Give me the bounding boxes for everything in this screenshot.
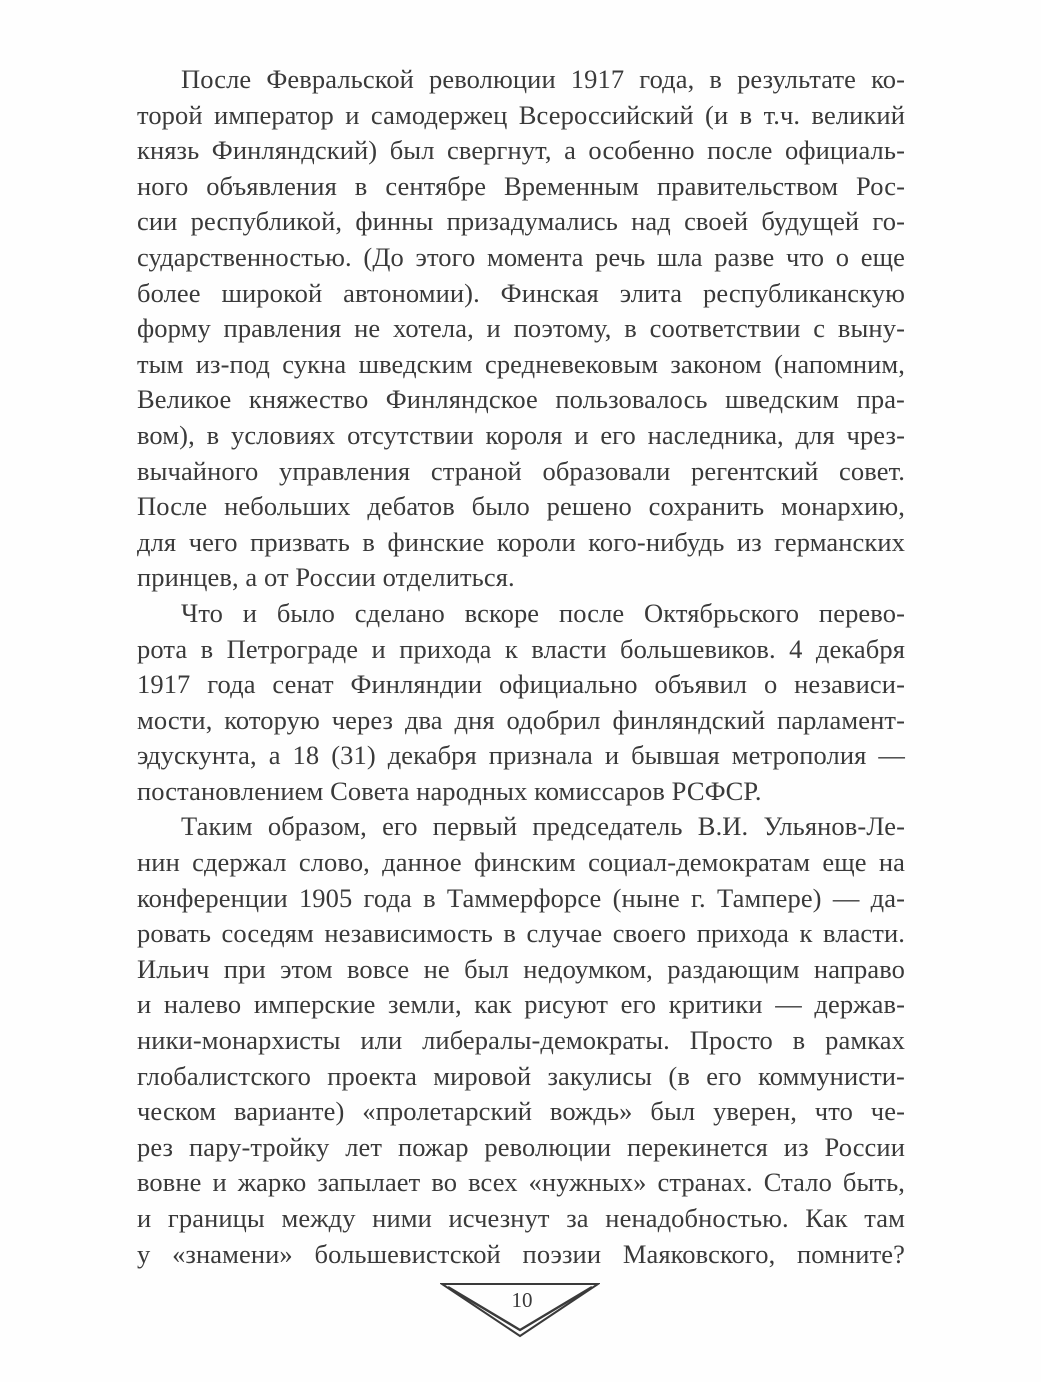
paragraph-3-line: вовне и жарко запылает во всех «нужных» странах. Стало быть,	[137, 1167, 905, 1198]
paragraph-3-line: конференции 1905 года в Таммерфорсе (ныне г. Тампере) — да-	[137, 882, 905, 913]
paragraph-3-line: рез пару-тройку лет пожар революции перекинется из России	[137, 1131, 905, 1162]
paragraph-2-line: Что и было сделано вскоре после Октябрьского перево-	[181, 597, 905, 628]
paragraph-1-line: Великое княжество Финляндское пользовалось шведским пра-	[137, 384, 905, 415]
paragraph-2-line: мости, которую через два дня одобрил финляндский парламент-	[137, 704, 905, 735]
paragraph-3-line: и границы между ними исчезнут за ненадобностью. Как там	[137, 1203, 905, 1233]
paragraph-2-line: 1917 года сенат Финляндии официально объявил о независи-	[137, 669, 905, 700]
paragraph-3-line: Ильич при этом вовсе не был недоумком, раздающим направо	[137, 953, 905, 984]
paragraph-1-line: форму правления не хотела, и поэтому, в соответствии с выну-	[137, 313, 905, 344]
paragraph-1-line: ного объявления в сентябре Временным правительством Рос-	[137, 170, 905, 201]
paragraph-3-line: Таким образом, его первый председатель В.И. Ульянов-Ле-	[181, 811, 905, 842]
paragraph-2-line: постановлением Совета народных комиссаров РСФСР.	[137, 775, 762, 806]
paragraph-1-line: После небольших дебатов было решено сохранить монархию,	[137, 491, 905, 522]
body-text	[137, 62, 905, 1272]
paragraph-3-line: нин сдержал слово, данное финским социал-демократам еще на	[137, 847, 905, 878]
paragraph-2-line: рота в Петрограде и прихода к власти большевиков. 4 декабря	[137, 633, 905, 664]
paragraph-3-line: ники-монархисты или либералы-демократы. Просто в рамках	[137, 1025, 905, 1056]
paragraph-1-line: вом), в условиях отсутствии короля и его наследника, для чрез-	[137, 419, 905, 450]
paragraph-1-line: принцев, а от России отделиться.	[137, 562, 515, 593]
paragraph-3-line: ровать соседям независимость в случае своего прихода к власти.	[137, 918, 905, 949]
paragraph-1-line: сии республикой, финны призадумались над своей будущей го-	[137, 206, 905, 237]
paragraph-1-line: для чего призвать в финские короли кого-нибудь из германских	[137, 526, 905, 557]
paragraph-1-line: торой император и самодержец Всероссийский (и в т.ч. великий	[137, 99, 905, 130]
paragraph-1-line: После Февральской революции 1917 года, в результате ко-	[181, 64, 905, 94]
page-number-ornament	[440, 1282, 600, 1338]
paragraph-3-line: глобалистского проекта мировой закулисы (в его коммунисти-	[137, 1060, 905, 1091]
paragraph-2-line: эдускунта, а 18 (31) декабря признала и бывшая метрополия —	[137, 740, 905, 771]
paragraph-3-line: у «знамени» большевистской поэзии Маяковского, помните?	[137, 1238, 905, 1269]
page-number: 10	[511, 1288, 533, 1312]
paragraph-3-line: и налево имперские земли, как рисуют его критики — держав-	[137, 989, 905, 1020]
paragraph-1-line: более широкой автономии). Финская элита республиканскую	[137, 277, 905, 308]
paragraph-1-line: тым из-под сукна шведским средневековым законом (напомним,	[137, 348, 905, 379]
paragraph-1-line: князь Финляндский) был свергнут, а особенно после официаль-	[137, 135, 905, 166]
paragraph-1-line: вычайного управления страной образовали регентский совет.	[137, 455, 905, 486]
paragraph-3-line: ческом варианте) «пролетарский вождь» был уверен, что че-	[137, 1096, 905, 1127]
paragraph-1-line: сударственностью. (До этого момента речь шла разве что о еще	[137, 241, 905, 272]
